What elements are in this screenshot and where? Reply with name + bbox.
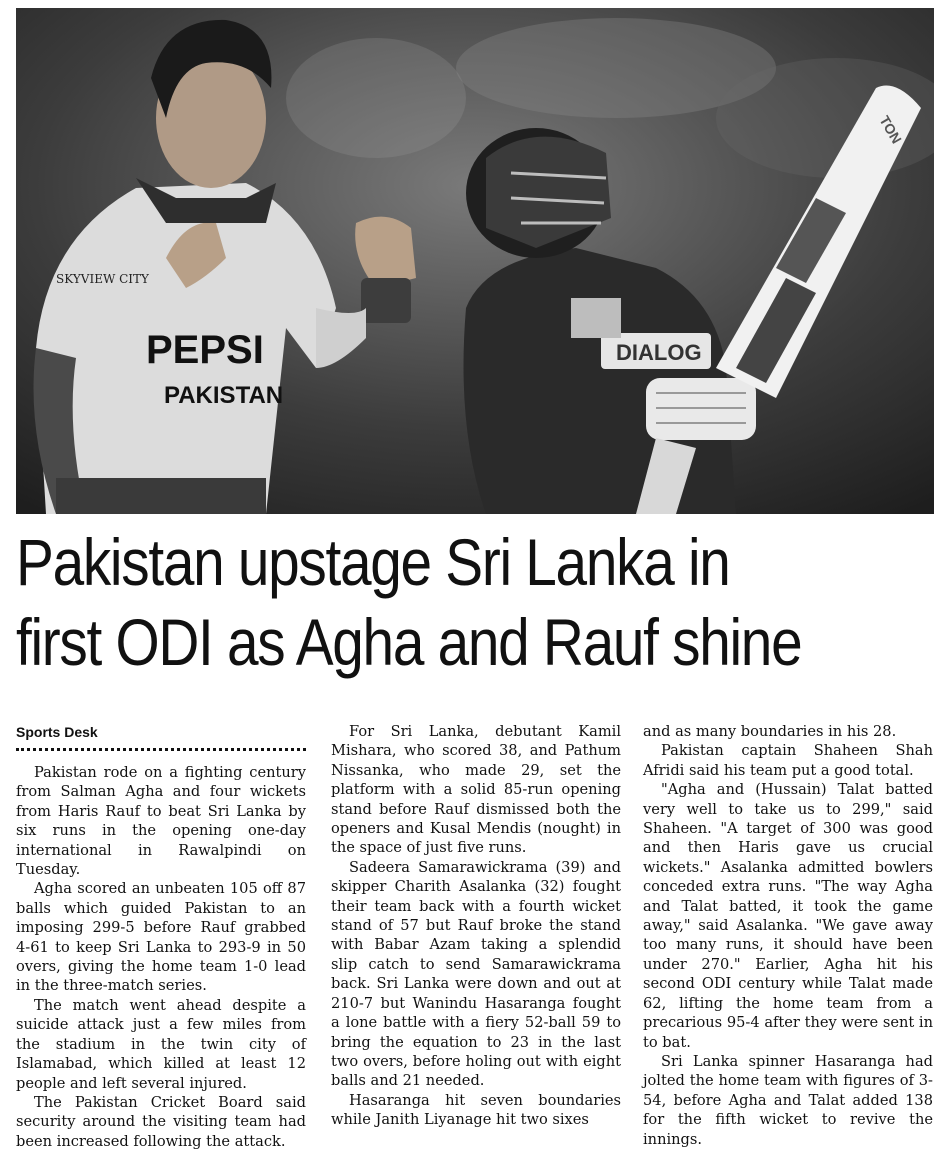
jersey-city-text: SKYVIEW CITY	[56, 272, 149, 286]
paragraph: "Agha and (Hussain) Talat batted very well to take us to 299," said Shaheen. "A target of 300 was good and then Haris gave us crucial wickets." Asalanka admitted bowlers conceded extra runs. "The way Agha and Talat batted, it took the game away," said Asalanka. "We gave away too many runs, it should have been under 270." Earlier, Agha hit his second ODI century while Talat made 62, lifting the home team from a precarious 95-4 after they were sent in to bat.	[643, 781, 933, 1051]
paragraph: Pakistan rode on a fighting century from Salman Agha and four wickets from Haris Rauf to beat Sri Lanka by six runs in the opening one-day international in Rawalpindi on Tuesday.	[16, 764, 306, 879]
news-photo	[16, 8, 934, 514]
paragraph: The Pakistan Cricket Board said security around the visiting team had been increased following the attack.	[16, 1093, 306, 1150]
jersey-country-text: PAKISTAN	[164, 382, 284, 409]
bat-brand-text: TON	[876, 112, 905, 147]
cricket-celebration-photo-icon	[16, 8, 934, 514]
paragraph: For Sri Lanka, debutant Kamil Mishara, who scored 38, and Pathum Nissanka, who made 29, set the platform with a solid 85-run opening stand before Rauf dismissed both the openers and Kusal Mendis (nought) in the space of just five runs.	[331, 723, 621, 857]
batsman-sponsor-text: DIALOG	[616, 340, 702, 365]
article-column-1	[16, 722, 306, 1151]
paragraph: Sadeera Samarawickrama (39) and skipper Charith Asalanka (32) fought their team back with a fourth wicket stand of 57 but Rauf broke the stand with Babar Azam taking a splendid slip catch to send Samarawickrama back. Sri Lanka were down and out at 210-7 but Wanindu Hasaranga fought a lone battle with a fiery 52-ball 59 to bring the equation to 23 in the last two overs, before holing out with eight balls and 21 needed.	[331, 858, 621, 1090]
paragraph-continued: and as many boundaries in his 28.	[643, 723, 897, 740]
headline	[16, 522, 805, 682]
article-column-2	[331, 722, 621, 1130]
paragraph: Hasaranga hit seven boundaries while Janith Liyanage hit two sixes	[331, 1091, 621, 1129]
paragraph: Pakistan captain Shaheen Shah Afridi said his team put a good total.	[643, 742, 933, 779]
paragraph: The match went ahead despite a suicide attack just a few miles from the stadium in the twin city of Islamabad, which killed at least 12 people and left several injured.	[16, 996, 306, 1092]
headline-line-2: first ODI as Agha and Rauf shine	[16, 605, 802, 679]
jersey-sponsor-text: PEPSI	[146, 328, 264, 372]
paragraph: Agha scored an unbeaten 105 off 87 balls which guided Pakistan to an imposing 299-5 before Rauf grabbed 4-61 to keep Sri Lanka to 293-9 in 50 overs, giving the home team 1-0 lead in the three-match series.	[16, 880, 306, 995]
byline-divider	[16, 748, 306, 751]
article-column-3	[643, 722, 933, 1149]
headline-line-1: Pakistan upstage Sri Lanka in	[16, 525, 730, 599]
paragraph: Sri Lanka spinner Hasaranga had jolted the home team with figures of 3-54, before Agha and Talat added 138 for the fifth wicket to revive the innings.	[643, 1052, 933, 1148]
byline: Sports Desk	[16, 724, 98, 740]
